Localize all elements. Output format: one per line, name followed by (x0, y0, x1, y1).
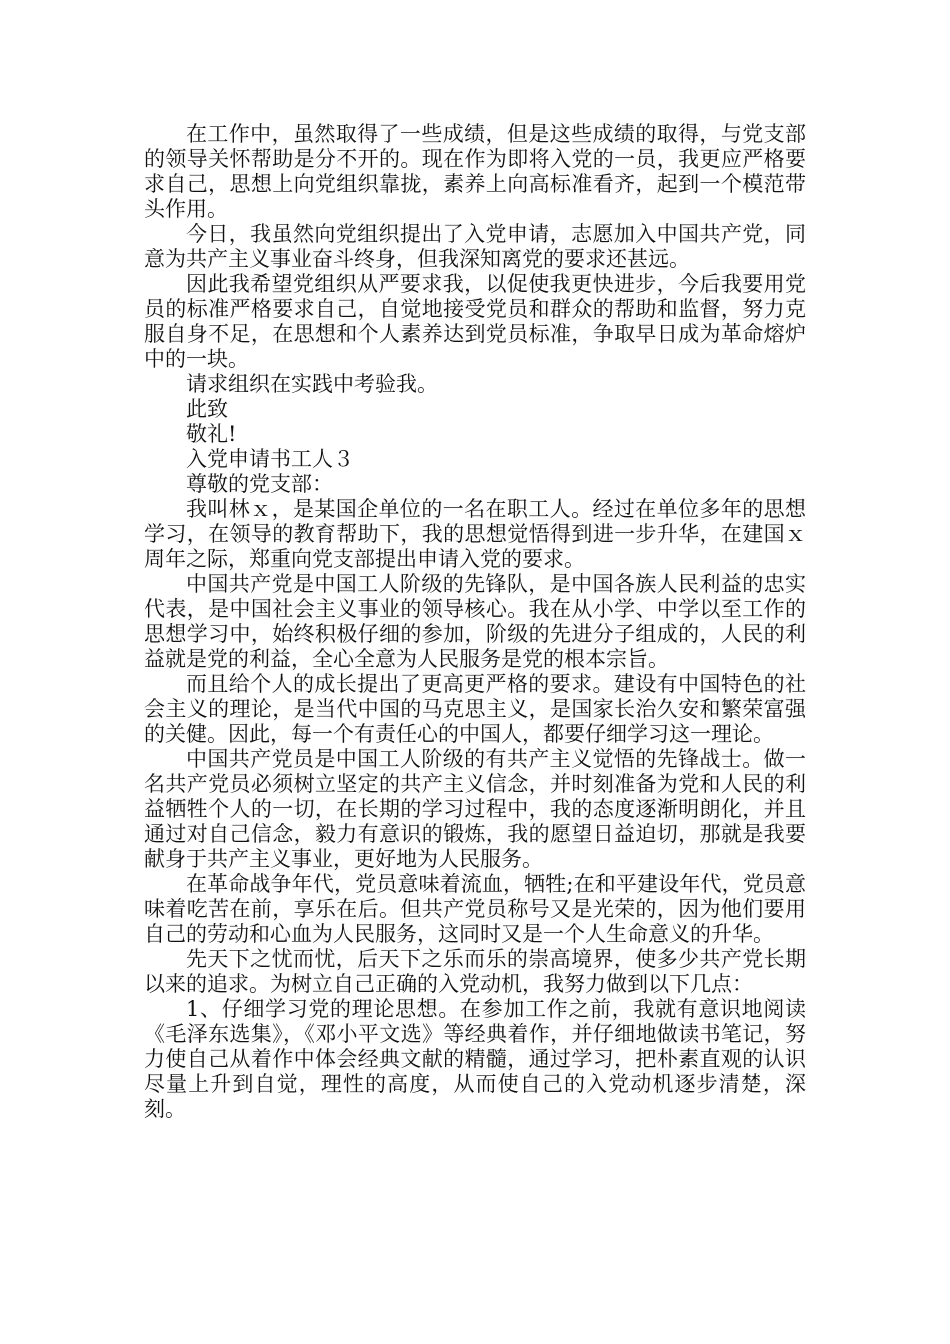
paragraph-introduction: 我叫林ｘ，是某国企单位的一名在职工人。经过在单位多年的思想学习，在领导的教育帮助下，我的思想觉悟得到进一步升华，在建国ｘ周年之际，郑重向党支部提出申请入党的要求。 (144, 497, 806, 571)
closing-salutation: 此致 (186, 397, 228, 421)
paragraph-study-theory: 1、仔细学习党的理论思想。在参加工作之前，我就有意识地阅读《毛泽东选集》，《邓小平文选》等经典着作，并仔细地做读书笔记，努力使自己从着作中体会经典文献的精髓，通过学习，把朴素直观的认识尽量上升到自觉，理性的高度，从而使自己的入党动机逐步清楚，深刻。 (144, 997, 806, 1121)
letter-greeting: 尊敬的党支部： (186, 472, 333, 496)
paragraph-achievements: 在工作中，虽然取得了一些成绩，但是这些成绩的取得，与党支部的领导关怀帮助是分不开的。现在作为即将入党的一员，我更应严格要求自己，思想上向党组织靠拢，素养上向高标准看齐，起到一个模范带头作用。 (144, 122, 806, 221)
paragraph-strict-requirements: 因此我希望党组织从严要求我，以促使我更快进步，今后我要用党员的标准严格要求自己，自觉地接受党员和群众的帮助和监督，努力克服自身不足，在思想和个人素养达到党员标准，争取早日成为革命熔炉中的一块。 (144, 272, 806, 371)
closing-regards: 敬礼! (186, 422, 237, 446)
section-title: 入党申请书工人３ (186, 447, 354, 471)
document-page (144, 122, 806, 1122)
paragraph-party-nature: 中国共产党是中国工人阶级的先锋队，是中国各族人民利益的忠实代表，是中国社会主义事业的领导核心。我在从小学、中学以至工作的思想学习中，始终积极仔细的参加，阶级的先进分子组成的，人民的利益就是党的利益，全心全意为人民服务是党的根本宗旨。 (144, 572, 806, 671)
paragraph-theory: 而且给个人的成长提出了更高更严格的要求。建设有中国特色的社会主义的理论，是当代中国的马克思主义，是国家长治久安和繁荣富强的关健。因此，每一个有责任心的中国人，都要仔细学习这一理论。 (144, 672, 806, 746)
paragraph-ideals: 先天下之忧而忧，后天下之乐而乐的崇高境界，使多少共产党长期以来的追求。为树立自己正确的入党动机，我努力做到以下几点： (144, 947, 806, 996)
paragraph-request-test: 请求组织在实践中考验我。 (186, 372, 438, 396)
paragraph-application: 今日，我虽然向党组织提出了入党申请，志愿加入中国共产党，同意为共产主义事业奋斗终身，但我深知离党的要求还甚远。 (144, 222, 806, 271)
paragraph-revolution: 在革命战争年代，党员意味着流血，牺牲;在和平建设年代，党员意味着吃苦在前，享乐在后。但共产党员称号又是光荣的，因为他们要用自己的劳动和心血为人民服务，这同时又是一个人生命意义的升华。 (144, 872, 806, 946)
paragraph-party-member: 中国共产党员是中国工人阶级的有共产主义觉悟的先锋战士。做一名共产党员必须树立坚定的共产主义信念，并时刻准备为党和人民的利益牺牲个人的一切，在长期的学习过程中，我的态度逐渐明朗化，并且通过对自己信念，毅力有意识的锻炼，我的愿望日益迫切，那就是我要献身于共产主义事业，更好地为人民服务。 (144, 747, 806, 871)
